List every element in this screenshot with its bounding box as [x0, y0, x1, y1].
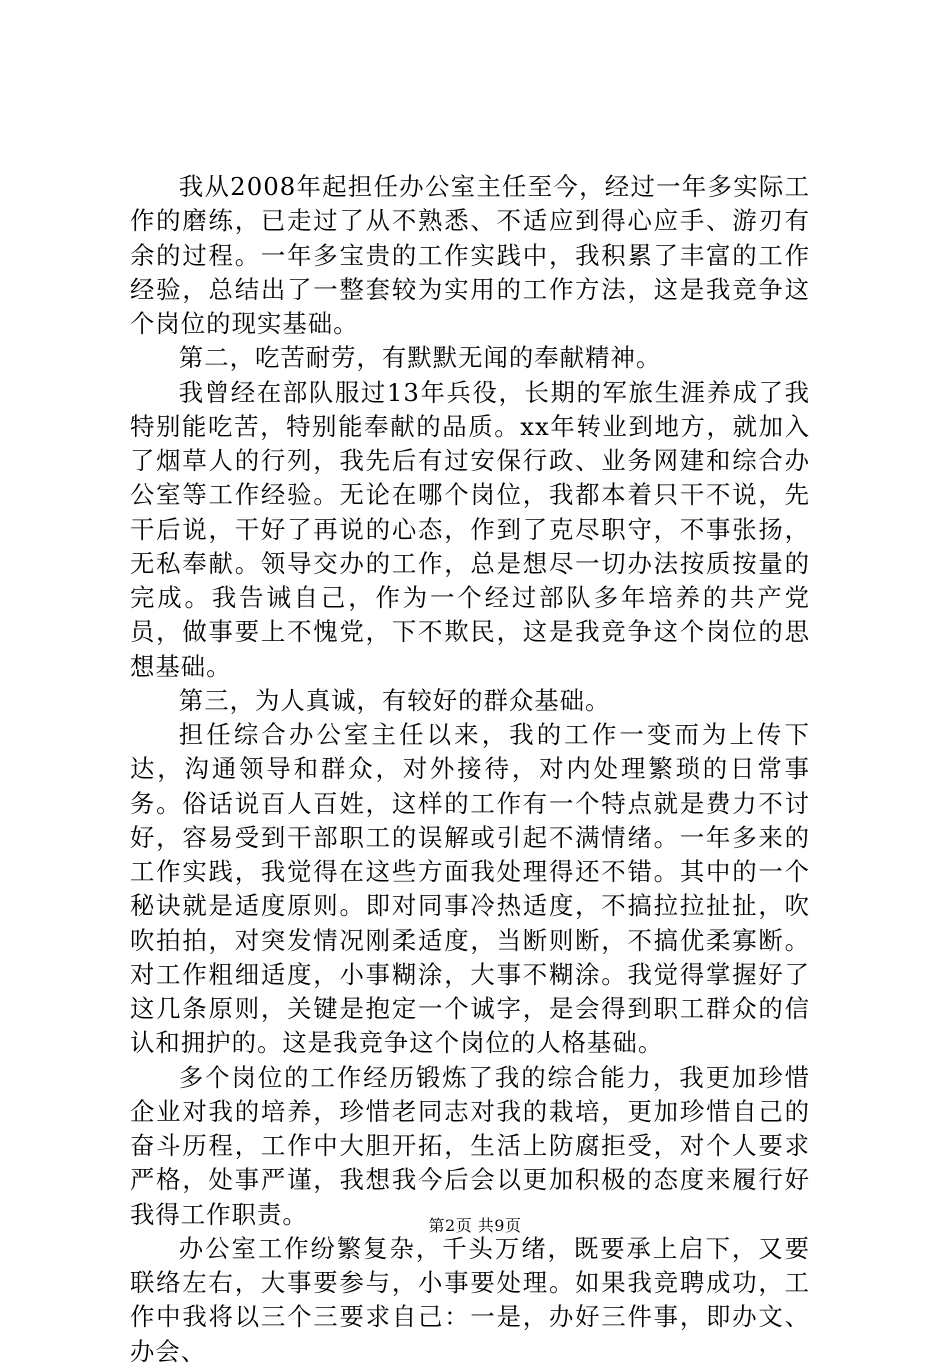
- paragraph-office-director: 担任综合办公室主任以来，我的工作一变而为上传下达，沟通领导和群众，对外接待，对内处理繁琐的日常事务。俗话说百人百姓，这样的工作有一个特点就是费力不讨好，容易受到干部职工的误解或引起不满情绪。一年多来的工作实践，我觉得在这些方面我处理得还不错。其中的一个秘诀就是适度原则。即对同事冷热适度，不搞拉拉扯扯，吹吹拍拍，对突发情况刚柔适度，当断则断，不搞优柔寡断。对工作粗细适度，小事糊涂，大事不糊涂。我觉得掌握好了这几条原则，关键是抱定一个诚字，是会得到职工群众的信认和拥护的。这是我竞争这个岗位的人格基础。: [130, 720, 810, 1058]
- paragraph-office-work: 办公室工作纷繁复杂，千头万绪，既要承上启下，又要联络左右，大事要参与，小事要处理。如果我竞聘成功，工作中我将以三个三要求自己：一是，办好三件事，即办文、办会、: [130, 1233, 810, 1366]
- heading-point-three: 第三，为人真诚，有较好的群众基础。: [178, 685, 611, 715]
- heading-point-two: 第二，吃苦耐劳，有默默无闻的奉献精神。: [178, 343, 662, 373]
- paragraph-comprehensive-ability: 多个岗位的工作经历锻炼了我的综合能力，我更加珍惜企业对我的培养，珍惜老同志对我的栽培，更加珍惜自己的奋斗历程，工作中大胆开拓，生活上防腐拒受，对个人要求严格，处事严谨，我想我今后会以更加积极的态度来履行好我得工作职责。: [130, 1062, 810, 1229]
- paragraph-experience-basis: 我从2008年起担任办公室主任至今，经过一年多实际工作的磨练，已走过了从不熟悉、不适应到得心应手、游刃有余的过程。一年多宝贵的工作实践中，我积累了丰富的工作经验，总结出了一整套较为实用的工作方法，这是我竞争这个岗位的现实基础。: [130, 172, 810, 338]
- document-body: [130, 170, 810, 1369]
- page-number-footer: 第2页 共9页: [428, 1216, 522, 1235]
- paragraph-military-service: 我曾经在部队服过13年兵役，长期的军旅生涯养成了我特别能吃苦，特别能奉献的品质。xx年转业到地方，就加入了烟草人的行列，我先后有过安保行政、业务网建和综合办公室等工作经验。无论在哪个岗位，我都本着只干不说，先干后说，干好了再说的心态，作到了克尽职守，不事张扬，无私奉献。领导交办的工作，总是想尽一切办法按质按量的完成。我告诫自己，作为一个经过部队多年培养的共产党员，做事要上不愧党，下不欺民，这是我竞争这个岗位的思想基础。: [130, 377, 810, 681]
